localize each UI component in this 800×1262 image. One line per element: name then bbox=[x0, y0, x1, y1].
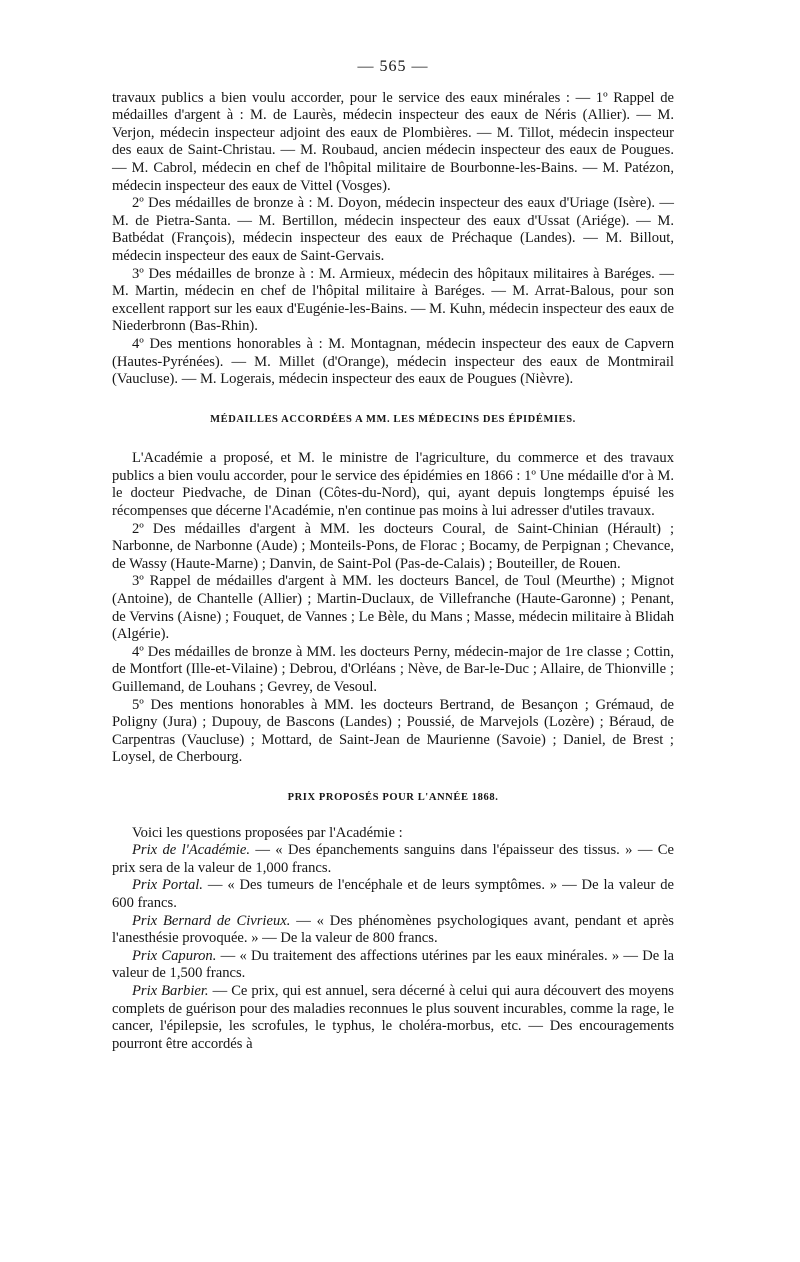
paragraph: 3º Des médailles de bronze à : M. Armieux, médecin des hôpitaux militaires à Baréges. — M. Martin, médecin en chef de l'hôpital militaire à Baréges. — M. Arrat-Balous, pour son excellent rapport sur les eaux d'Eugénie-les-Bains. — M. Kuhn, médecin inspecteur des eaux de Niederbronn (Bas-Rhin). bbox=[112, 265, 674, 335]
paragraph: 2º Des médailles d'argent à MM. les docteurs Coural, de Saint-Chinian (Hérault) ; Narbonne, de Narbonne (Aude) ; Monteils-Pons, de Florac ; Bocamy, de Perpignan ; Chevance, de Wassy (Haute-Marne) ; Danvin, de Saint-Pol (Pas-de-Calais) ; Bouteiller, de Rouen. bbox=[112, 520, 674, 572]
paragraph: travaux publics a bien voulu accorder, pour le service des eaux minérales : — 1º Rappel de médailles d'argent à : M. de Laurès, médecin inspecteur des eaux de Néris (Allier). — M. Verjon, médecin inspecteur adjoint des eaux de Plombières. — M. Tillot, médecin inspecteur des eaux de Saint-Christau. — M. Roubaud, ancien médecin inspecteur des eaux de Pougues. — M. Cabrol, médecin en chef de l'hôpital militaire de Bourbonne-les-Bains. — M. Patézon, médecin inspecteur des eaux de Vittel (Vosges). bbox=[112, 89, 674, 194]
prize-text: — « Des tumeurs de l'encéphale et de leurs symptômes. » — De la valeur de 600 francs. bbox=[112, 877, 674, 911]
prize-item bbox=[112, 877, 674, 912]
prize-item bbox=[112, 842, 674, 877]
prize-item bbox=[112, 913, 674, 948]
paragraph: 5º Des mentions honorables à MM. les docteurs Bertrand, de Besançon ; Grémaud, de Poligny (Jura) ; Dupouy, de Bascons (Landes) ; Poussié, de Marvejols (Lozère) ; Béraud, de Carpentras (Vaucluse) ; Mottard, de Saint-Jean de Maurienne (Savoie) ; Daniel, de Brest ; Loysel, de Cherbourg. bbox=[112, 696, 674, 766]
prize-name: Prix Capuron. bbox=[132, 947, 217, 964]
prize-name: Prix Bernard de Civrieux. bbox=[132, 912, 291, 929]
prize-name: Prix Barbier. bbox=[132, 982, 209, 999]
paragraph: 3º Rappel de médailles d'argent à MM. les docteurs Bancel, de Toul (Meurthe) ; Mignot (Antoine), de Chantelle (Allier) ; Martin-Duclaux, de Villefranche (Haute-Garonne) ; Penant, de Vervins (Aisne) ; Fouquet, de Vannes ; Le Bèle, du Mans ; Masse, médecin militaire à Blidah (Algérie). bbox=[112, 573, 674, 643]
prize-name: Prix de l'Académie. bbox=[132, 842, 250, 859]
page-number: — 565 — bbox=[357, 58, 429, 75]
paragraph: 2º Des médailles de bronze à : M. Doyon, médecin inspecteur des eaux d'Uriage (Isère). — M. de Pietra-Santa. — M. Bertillon, médecin inspecteur des eaux d'Ussat (Ariége). — M. Batbédat (François), médecin inspecteur des eaux de Préchaque (Landes). — M. Billout, médecin inspecteur des eaux de Saint-Gervais. bbox=[112, 195, 674, 264]
prize-text: — « Des épanchements sanguins dans l'épaisseur des tissus. » — Ce prix sera de la valeur de 1,000 francs. bbox=[112, 842, 674, 876]
prize-name: Prix Portal. bbox=[132, 877, 203, 894]
prize-text: — « Du traitement des affections utérines par les eaux minérales. » — De la valeur de 1,500 francs. bbox=[112, 947, 674, 982]
prize-item bbox=[112, 983, 674, 1053]
paragraph: 4º Des médailles de bronze à MM. les docteurs Perny, médecin-major de 1re classe ; Cottin, de Montfort (Ille-et-Vilaine) ; Debrou, d'Orléans ; Nève, de Bar-le-Duc ; Allaire, de Thionville ; Guillemand, de Louhans ; Gevrey, de Vesoul. bbox=[112, 643, 674, 695]
section-heading-prizes: PRIX PROPOSÉS POUR L'ANNÉE 1868. bbox=[287, 791, 499, 803]
document-page bbox=[112, 58, 674, 1053]
paragraph: 4º Des mentions honorables à : M. Montagnan, médecin inspecteur des eaux de Capvern (Hautes-Pyrénées). — M. Millet (d'Orange), médecin inspecteur des eaux de Montmirail (Vaucluse). — M. Logerais, médecin inspecteur des eaux de Pougues (Nièvre). bbox=[112, 335, 674, 388]
paragraph: L'Académie a proposé, et M. le ministre de l'agriculture, du commerce et des travaux publics a bien voulu accorder, pour le service des épidémies en 1866 : 1º Une médaille d'or à M. le docteur Piedvache, de Dinan (Côtes-du-Nord), qui, ayant depuis longtemps épuisé les récompenses que décerne l'Académie, n'en continue pas moins à lui adresser d'utiles travaux. bbox=[112, 450, 674, 520]
prize-text: — « Des phénomènes psychologiques avant, pendant et après l'anesthésie provoquée. » — De la valeur de 800 francs. bbox=[112, 912, 674, 947]
prize-text: — Ce prix, qui est annuel, sera décerné à celui qui aura découvert des moyens complets de guérison pour des maladies reconnues le plus souvent incurables, comme la rage, le cancer, l'épilepsie, les scrofules, le typhus, le choléra-morbus, etc. — Des encouragements pourront être accordés à bbox=[112, 982, 674, 1052]
section-heading-medals: MÉDAILLES ACCORDÉES A MM. LES MÉDECINS DES ÉPIDÉMIES. bbox=[210, 413, 576, 425]
prizes-intro: Voici les questions proposées par l'Académie : bbox=[132, 824, 403, 841]
prize-item bbox=[112, 948, 674, 983]
